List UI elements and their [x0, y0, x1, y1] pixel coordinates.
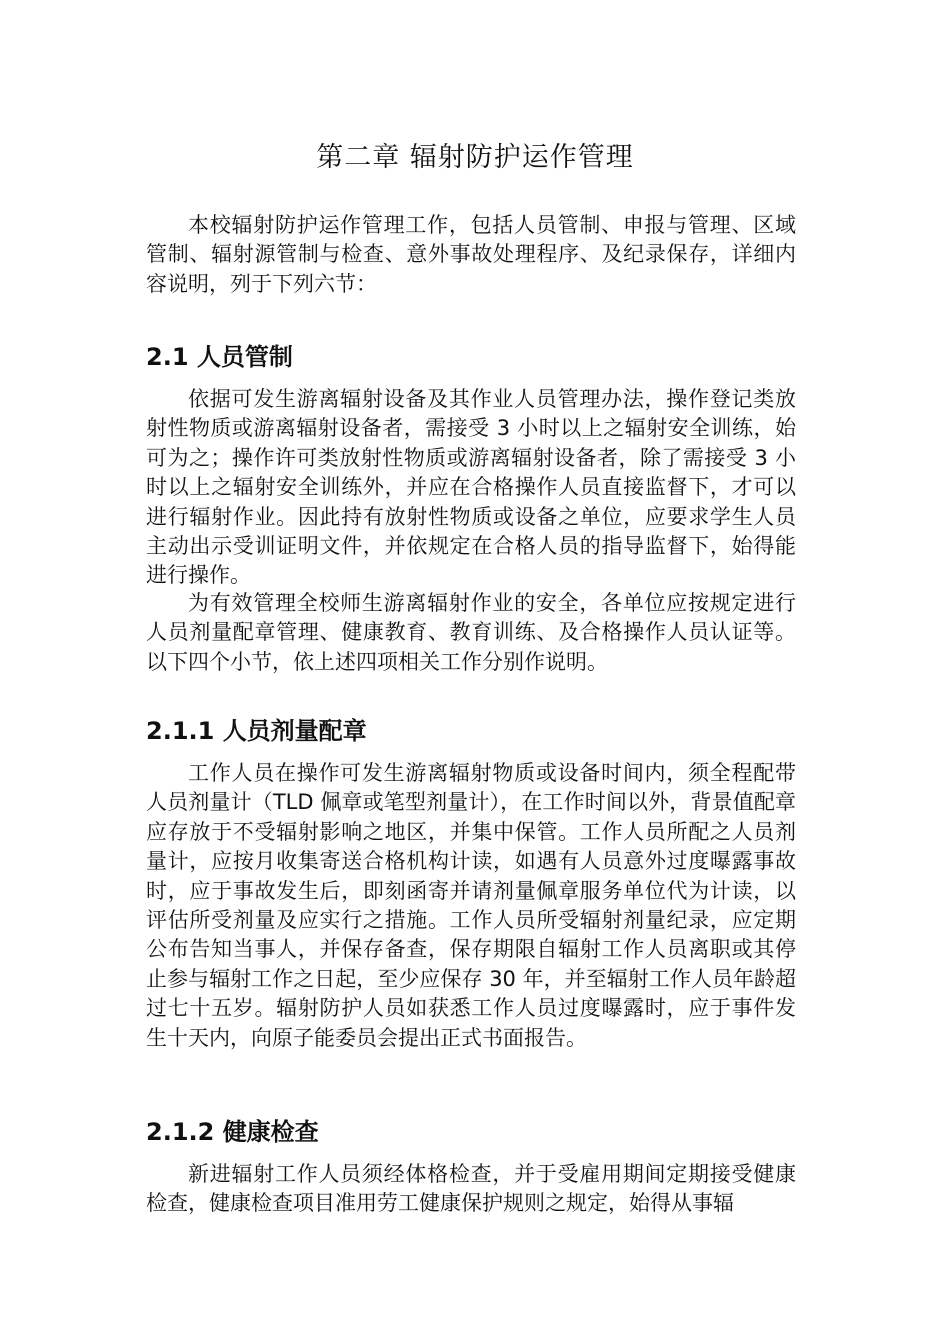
section-2-1-2-paragraph: 新进辐射工作人员须经体格检查，并于受雇用期间定期接受健康检查，健康检查项目准用劳工健康保护规则之规定，始得从事辐 [146, 1162, 796, 1216]
intro-paragraph: 本校辐射防护运作管理工作，包括人员管制、申报与管理、区域管制、辐射源管制与检查、意外事故处理程序、及纪录保存，详细内容说明，列于下列六节： [146, 213, 796, 296]
section-heading-2-1-1: 2.1.1 人员剂量配章 [146, 717, 367, 745]
section-2-1-1-paragraph: 工作人员在操作可发生游离辐射物质或设备时间内，须全程配带人员剂量计（TLD 佩章或笔型剂量计），在工作时间以外，背景值配章应存放于不受辐射影响之地区，并集中保管。工作人员所配之人员剂量计，应按月收集寄送合格机构计读，如遇有人员意外过度曝露事故时，应于事故发生后，即刻函寄并请剂量佩章服务单位代为计读，以评估所受剂量及应实行之措施。工作人员所受辐射剂量纪录，应定期公布告知当事人，并保存备查，保存期限自辐射工作人员离职或其停止参与辐射工作之日起，至少应保存 30 年，并至辐射工作人员年龄超过七十五岁。辐射防护人员如获悉工作人员过度曝露时，应于事件发生十天内，向原子能委员会提出正式书面报告。 [146, 761, 796, 1050]
section-2-1-paragraph-1: 依据可发生游离辐射设备及其作业人员管理办法，操作登记类放射性物质或游离辐射设备者，需接受 3 小时以上之辐射安全训练，始可为之；操作许可类放射性物质或游离辐射设备者，除了需接受 3 小时以上之辐射安全训练外，并应在合格操作人员直接监督下，才可以进行辐射作业。因此持有放射性物质或设备之单位，应要求学生人员主动出示受训证明文件，并依规定在合格人员的指导监督下，始得能进行操作。 [146, 387, 796, 588]
section-heading-2-1-2: 2.1.2 健康检查 [146, 1118, 319, 1146]
chapter-title: 第二章 辐射防护运作管理 [316, 142, 634, 173]
section-2-1-paragraph-2: 为有效管理全校师生游离辐射作业的安全，各单位应按规定进行人员剂量配章管理、健康教育、教育训练、及合格操作人员认证等。以下四个小节，依上述四项相关工作分别作说明。 [146, 591, 796, 674]
section-heading-2-1: 2.1 人员管制 [146, 343, 293, 371]
